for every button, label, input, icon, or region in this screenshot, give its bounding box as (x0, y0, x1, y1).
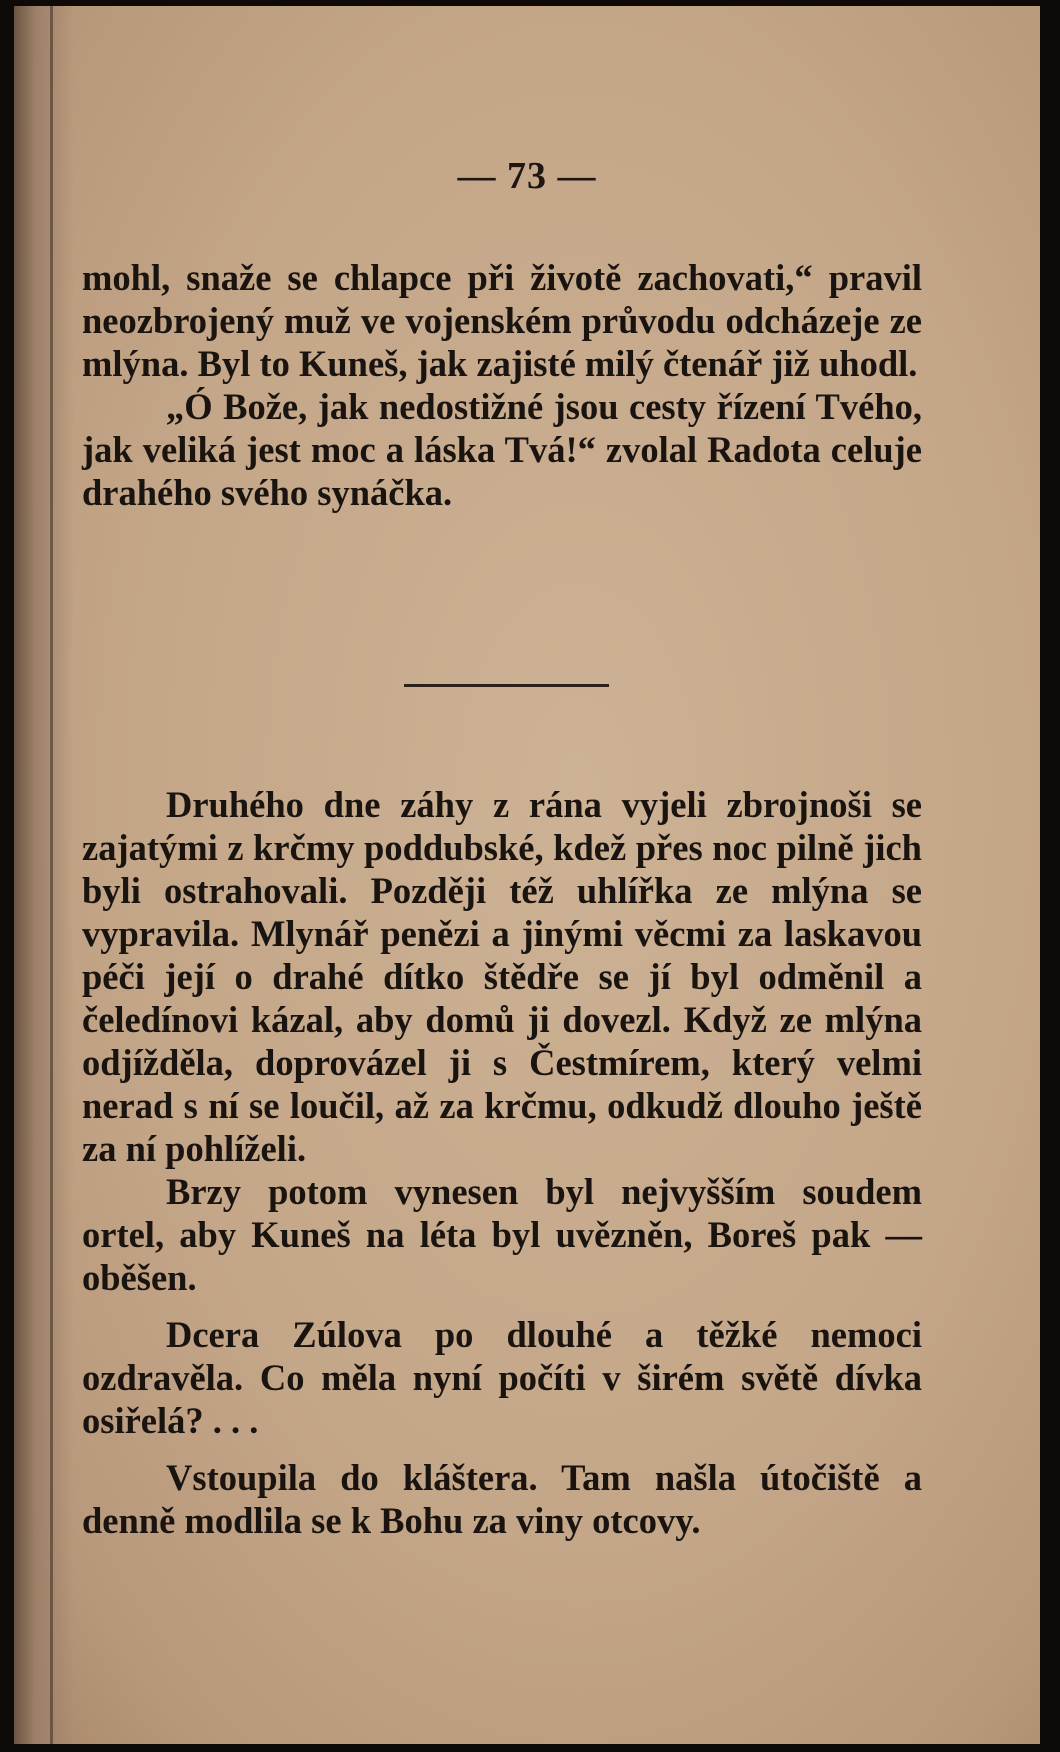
page-gutter-shadow (14, 6, 74, 1744)
paragraph-continued: mohl, snaže se chlapce při životě zachovati,“ pravil neozbrojený muž ve vojenském průvodu odcházeje ze mlýna. Byl to Kuneš, jak zajisté milý čtenář již uhodl. (82, 257, 922, 384)
paragraph: Dcera Zúlova po dlouhé a těžké nemoci ozdravěla. Co měla nyní počíti v širém světě dívka osiřelá? . . . (82, 1314, 922, 1441)
section-2-text (82, 783, 922, 1542)
binding-line (50, 6, 53, 1744)
paragraph: „Ó Bože, jak nedostižné jsou cesty řízení Tvého, jak veliká jest moc a láska Tvá!“ zvolal Radota celuje drahého svého synáčka. (82, 386, 922, 513)
section-1-text (82, 256, 922, 514)
book-page (14, 6, 1040, 1744)
paragraph: Vstoupila do kláštera. Tam našla útočiště a denně modlila se k Bohu za viny otcovy. (82, 1457, 922, 1541)
page-number: — 73 — (457, 155, 597, 197)
paragraph: Druhého dne záhy z rána vyjeli zbrojnoši se zajatými z krčmy poddubské, kdež přes noc pilně jich byli ostrahovali. Později též uhlířka ze mlýna se vypravila. Mlynář penězi a jinými věcmi za laskavou péči její o drahé dítko štědře se jí byl odměnil a čeledínovi kázal, aby domů ji dovezl. Když ze mlýna odjížděla, doprovázel ji s Čestmírem, který velmi nerad s ní se loučil, až za krčmu, odkudž dlouho ještě za ní pohlíželi. (82, 784, 922, 1169)
section-separator-rule (404, 684, 609, 687)
paragraph: Brzy potom vynesen byl nejvyšším soudem ortel, aby Kuneš na léta byl uvězněn, Boreš pak — oběšen. (82, 1171, 922, 1298)
